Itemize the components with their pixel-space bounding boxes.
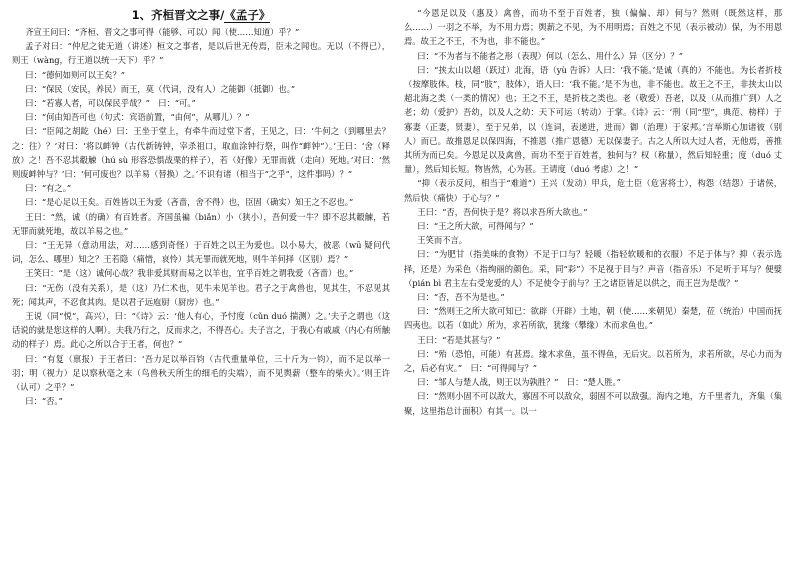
paragraph: 曰：“殆（恐怕，可能）有甚焉。缘木求鱼，虽不得鱼，无后灾。以若所为，求若所欲，尽心力而为之，后必有灾。” 曰：“可得闻与？” xyxy=(404,348,782,374)
paragraph: “今恩足以及（惠及）禽兽，而功不至于百姓者，独（偏偏、却）何与？然则（既然这样，那么……）一羽之不举，为不用力焉；舆薪之不见，为不用明焉；百姓之不见（表示被动）保，为不用恩焉。故王之不王，不为也，非不能也。” xyxy=(404,8,782,47)
paragraph: 曰：“王之所大欲，可得闻与？” xyxy=(417,221,534,232)
paragraph: 曰：“有之。” xyxy=(25,183,72,194)
left-column xyxy=(12,6,390,556)
right-column xyxy=(404,6,782,556)
paragraph: 曰：“挟太山以超（跃过）北海，语（yù 告诉）人曰：‘我不能。’是诚（真的）不能也。为长者折枝（按摩肢体。枝，同“肢”，肢体），语人曰：‘我不能。’是不为也，非不能也。故王之不王，非挟太山以超北海之类（一类的情况）也；王之不王，是折枝之类也。老（敬爱）吾老，以及（从而推广到）人之老；幼（爱护）吾幼，以及人之幼：天下可运（转动）于掌。《诗》云：‘刑（同“型”，典范、榜样）于寡妻（正妻，贤妻），至于兄弟，以（连词，表递进，进而）御（治理）于家邦。’言举斯心加诸彼（别人）而已。故推恩足以保四海，不推恩（推广恩德）无以保妻子。古之人所以大过人者，无他焉，善推其所为而已矣。今恩足以及禽兽，而功不至于百姓者，独何与？权（称量），然后知轻重；度（duó 丈量），然后知长短。物皆然，心为甚。王请度（duó 考虑）之！” xyxy=(404,64,782,175)
paragraph: 曰：“若寡人者，可以保民乎哉？” 曰：“可。” xyxy=(25,98,196,109)
paragraph: 王笑曰：“是（这）诚何心哉？我非爱其财而易之以羊也，宜乎百姓之谓我爱（吝啬）也。” xyxy=(25,268,354,279)
paragraph: 齐宣王问曰：“齐桓、晋文之事可得（能够、可以）闻（使……知道）乎？” xyxy=(25,27,300,37)
paragraph: 王曰：“若是其甚与？” xyxy=(417,334,501,345)
paragraph: 曰：“德何如则可以王矣？” xyxy=(25,69,126,80)
paragraph: 曰：“然则小固不可以敌大，寡固不可以敌众，弱固不可以敌强。海内之地，方千里者九，齐集（集聚，这里指总计面积）有其一。以一 xyxy=(404,391,782,416)
paragraph: 王曰：“否，吾何快于是？将以求吾所大欲也。” xyxy=(417,206,588,217)
paragraph: 曰：“为肥甘（指美味的食物）不足于口与？轻暖（指轻软暖和的衣服）不足于体与？抑（表示选择，还是）为采色（指绚丽的颜色。采，同“彩”）不足视于目与？声音（指音乐）不足听于耳与？便嬖（pián bì 君主左右受宠爱的人）不足使令于前与？王之诸臣皆足以供之，而王岂为是哉？” xyxy=(404,249,782,288)
paragraph: 曰：“否。” xyxy=(25,396,63,407)
paragraph: 王曰：“然，诚（的确）有百姓者。齐国虽褊（biǎn）小（狭小），吾何爱一牛？即不忍其觳觫，若无罪而就死地，故以羊易之也。” xyxy=(12,211,390,236)
paragraph: 曰：“臣闻之胡龁（hé）曰：王坐于堂上，有牵牛而过堂下者，王见之，曰：‘牛何之（到哪里去？之：往）？’对曰：‘将以衅钟（古代新铸钟，宰杀祖口，取血涂钟行祭，叫作“衅钟”）。’王曰：‘舍（释放）之！吾不忍其觳觫（hú sù 形容恐惧战栗的样子），若（好像）无罪而就（走向）死地。’对曰：‘然则废衅钟与？’曰：‘何可废也？以羊易（替换）之。’不识有诸（相当于“之乎”，这件事吗）？” xyxy=(12,126,390,180)
paragraph: 曰：“有复（禀报）于王者曰：‘吾力足以举百钧（古代重量单位，三十斤为一钧），而不足以举一羽；明（视力）足以察秋毫之末（鸟兽秋天所生的细毛的尖端），而不见舆薪（整车的柴火）。’则王许（认可）之乎？” xyxy=(12,353,390,393)
paragraph: 孟子对曰：“仲尼之徒无道（讲述）桓文之事者，是以后世无传焉，臣未之闻也。无以（不得已），则王（wàng，行王道以统一天下）乎？” xyxy=(12,41,390,66)
paragraph: 曰：“邹人与楚人战，则王以为孰胜？” 曰：“楚人胜。” xyxy=(417,377,621,388)
paragraph: “抑（表示反问，相当于“难道”）王兴（发动）甲兵，危士臣（危害将士），构怨（结怨）于诸侯，然后快（痛快）于心与？” xyxy=(404,178,782,203)
paragraph: 曰：“王无异（意动用法，对……感到奇怪）于百姓之以王为爱也。以小易大，彼恶（wū 疑问代词，怎么、哪里）知之？王若隐（痛惜，哀怜）其无罪而就死地，则牛羊何择（区别）焉？” xyxy=(12,240,390,265)
paragraph: 曰：“无伤（没有关系），是（这）乃仁术也，见牛未见羊也。君子之于禽兽也，见其生，不忍见其死；闻其声，不忍食其肉。是以君子远庖厨（厨房）也。” xyxy=(12,282,390,307)
paragraph: 曰：“保民（安民，养民）而王，莫（代词，没有人）之能御（抵御）也。” xyxy=(25,83,296,94)
paragraph: 曰：“是心足以王矣。百姓皆以王为爱（吝啬，舍不得）也，臣固（确实）知王之不忍也。” xyxy=(25,197,354,208)
paragraph: 曰：“不为者与不能者之形（表现）何以（怎么、用什么）异（区分）？” xyxy=(417,50,683,61)
lesson-title xyxy=(12,6,390,24)
paragraph: 曰：“何由知吾可也（句式：宾语前置，“由何”，从哪儿）？” xyxy=(25,112,250,123)
lesson-heading: 1、齐桓晋文之事/ xyxy=(131,8,225,22)
paragraph: 曰：“然则王之所大欲可知已：欲辟（开辟）土地，朝（使……来朝见）秦楚，莅（统治）中国而抚四夷也。以若（如此）所为，求若所欲，犹缘（攀缘）木而求鱼也。” xyxy=(404,306,782,331)
book-title: 《孟子》 xyxy=(224,8,271,22)
paragraph: 曰：“否，吾不为是也。” xyxy=(417,292,505,303)
paragraph: 王说（同“悦”，高兴），曰：“《诗》云：‘他人有心，予忖度（cǔn duó 揣测）之。’夫子之谓也（这话说的就是您这样的人啊）。夫我乃行之，反而求之，不得吾心。夫子言之，于我心有戚戚（内心有所触动的样子）焉。此心之所以合于王者，何也？” xyxy=(12,311,390,350)
paragraph: 王笑而不言。 xyxy=(417,235,468,246)
